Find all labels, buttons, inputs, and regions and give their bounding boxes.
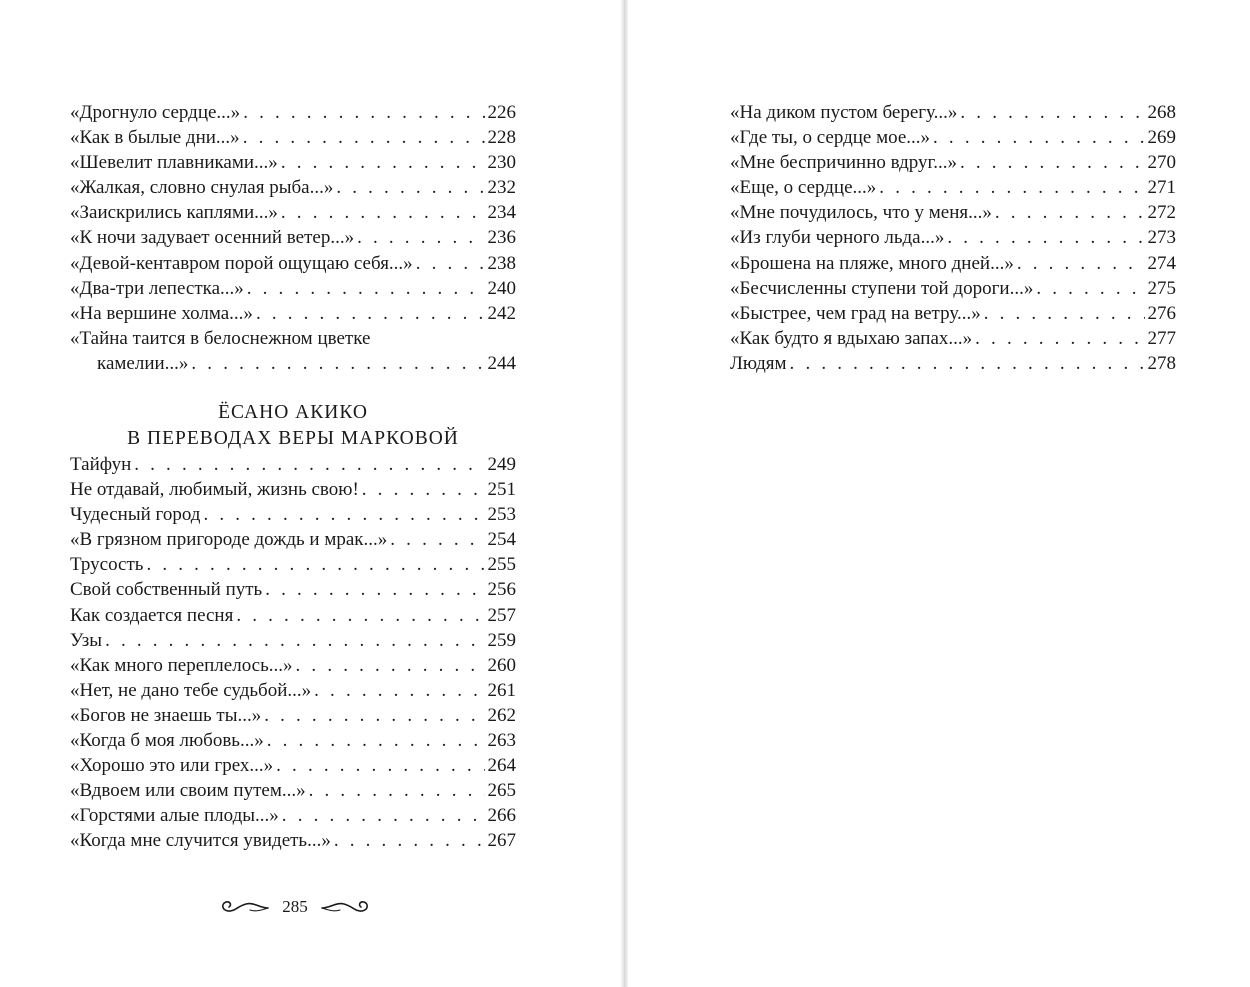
toc-entry — [70, 628, 516, 653]
toc-entry — [70, 703, 516, 728]
entry-page: 272 — [1147, 202, 1176, 224]
entry-title: «Как будто я вдыхаю запах...» — [730, 326, 975, 351]
dot-leader — [334, 828, 485, 853]
dot-leader — [267, 728, 485, 753]
entry-page: 262 — [487, 704, 516, 726]
ornament-right-icon — [320, 896, 372, 918]
dot-leader — [390, 527, 484, 552]
toc-entry — [730, 251, 1176, 276]
dot-leader — [1017, 251, 1145, 276]
toc-entry — [70, 175, 516, 200]
entry-page: 257 — [487, 604, 516, 626]
dot-leader — [243, 100, 484, 125]
toc-entry-wrapped-first-line — [70, 326, 516, 351]
dot-leader — [362, 477, 485, 502]
entry-title: Как создается песня — [70, 603, 236, 628]
toc-entry — [70, 251, 516, 276]
entry-page: 232 — [487, 177, 516, 199]
entry-title: «Как в былые дни...» — [70, 125, 243, 150]
entry-title: «Брошена на пляже, много дней...» — [730, 251, 1017, 276]
toc-entry — [70, 200, 516, 225]
entry-title: Трусость — [70, 552, 146, 577]
dot-leader — [879, 175, 1144, 200]
entry-title: Свой собственный путь — [70, 577, 265, 602]
dot-leader — [336, 175, 484, 200]
entry-title: «Как много переплелось...» — [70, 653, 296, 678]
toc-list-left — [70, 100, 516, 376]
entry-title: «Еще, о сердце...» — [730, 175, 879, 200]
toc-entry — [730, 301, 1176, 326]
entry-page: 238 — [487, 252, 516, 274]
entry-page: 273 — [1147, 227, 1176, 249]
dot-leader — [314, 678, 484, 703]
entry-page: 240 — [487, 277, 516, 299]
dot-leader — [191, 351, 484, 376]
entry-title: «Мне почудилось, что у меня...» — [730, 200, 995, 225]
entry-page: 267 — [487, 830, 516, 852]
toc-entry — [70, 502, 516, 527]
toc-entry — [70, 778, 516, 803]
toc-entry — [730, 150, 1176, 175]
entry-title: Тайфун — [70, 452, 134, 477]
entry-title: Узы — [70, 628, 105, 653]
toc-entry — [730, 276, 1176, 301]
entry-page: 261 — [487, 679, 516, 701]
toc-entry — [730, 100, 1176, 125]
entry-title: «Девой-кентавром порой ощущаю себя...» — [70, 251, 416, 276]
entry-page: 265 — [487, 780, 516, 802]
entry-page: 264 — [487, 755, 516, 777]
entry-title-continuation: камелии...» — [97, 351, 191, 376]
entry-title: «Когда мне случится увидеть...» — [70, 828, 334, 853]
entry-page: 271 — [1147, 177, 1176, 199]
entry-title: «Жалкая, словно снулая рыба...» — [70, 175, 336, 200]
entry-page: 255 — [487, 554, 516, 576]
entry-page: 249 — [487, 454, 516, 475]
entry-page: 270 — [1147, 152, 1176, 174]
entry-page: 253 — [487, 504, 516, 526]
dot-leader — [281, 200, 485, 225]
entry-page: 269 — [1147, 127, 1176, 149]
entry-page: 266 — [487, 805, 516, 827]
entry-page: 259 — [487, 629, 516, 651]
toc-entry — [70, 728, 516, 753]
dot-leader — [933, 125, 1144, 150]
left-page — [0, 0, 622, 987]
entry-page: 268 — [1147, 102, 1176, 123]
entry-title: «Из глуби черного льда...» — [730, 225, 947, 250]
dot-leader — [1036, 276, 1144, 301]
toc-entry — [70, 477, 516, 502]
entry-title: «Богов не знаешь ты...» — [70, 703, 264, 728]
entry-page: 254 — [487, 529, 516, 551]
toc-entry — [70, 603, 516, 628]
dot-leader — [416, 251, 485, 276]
toc-entry — [730, 125, 1176, 150]
toc-list-right — [730, 100, 1176, 376]
page-folio — [215, 892, 375, 922]
toc-entry — [70, 803, 516, 828]
dot-leader — [947, 225, 1144, 250]
entry-title: Чудесный город — [70, 502, 203, 527]
entry-page: 251 — [487, 479, 516, 501]
dot-leader — [256, 301, 485, 326]
section-heading-author: ЁСАНО АКИКО — [218, 402, 368, 423]
dot-leader — [282, 803, 485, 828]
dot-leader — [790, 351, 1145, 376]
toc-entry — [70, 276, 516, 301]
toc-entry — [70, 828, 516, 853]
entry-title: «На вершине холма...» — [70, 301, 256, 326]
entry-title: «Быстрее, чем град на ветру...» — [730, 301, 984, 326]
entry-title: «Горстями алые плоды...» — [70, 803, 282, 828]
dot-leader — [357, 225, 484, 250]
dot-leader — [203, 502, 484, 527]
entry-page: 275 — [1147, 277, 1176, 299]
dot-leader — [243, 125, 485, 150]
toc-list-section — [70, 452, 516, 854]
right-page — [626, 0, 1250, 987]
entry-page: 244 — [487, 352, 516, 374]
dot-leader — [984, 301, 1145, 326]
dot-leader — [296, 653, 485, 678]
entry-title: «На диком пустом берегу...» — [730, 100, 960, 125]
entry-page: 263 — [487, 730, 516, 752]
entry-title: «Нет, не дано тебе судьбой...» — [70, 678, 314, 703]
dot-leader — [975, 326, 1144, 351]
toc-entry — [730, 175, 1176, 200]
toc-entry — [70, 150, 516, 175]
toc-entry — [70, 753, 516, 778]
entry-title: «Где ты, о сердце мое...» — [730, 125, 933, 150]
toc-entry — [70, 653, 516, 678]
entry-page: 230 — [487, 152, 516, 174]
toc-entry — [730, 200, 1176, 225]
entry-page: 228 — [487, 127, 516, 149]
dot-leader — [265, 577, 484, 602]
toc-entry — [70, 225, 516, 250]
toc-entry — [730, 351, 1176, 376]
dot-leader — [134, 452, 484, 477]
toc-entry — [70, 301, 516, 326]
toc-entry — [730, 326, 1176, 351]
entry-title: «Шевелит плавниками...» — [70, 150, 281, 175]
dot-leader — [309, 778, 485, 803]
entry-title: «Заискрились каплями...» — [70, 200, 281, 225]
entry-title: «Мне беспричинно вдруг...» — [730, 150, 960, 175]
page-number: 285 — [282, 897, 308, 916]
entry-page: 276 — [1147, 302, 1176, 324]
dot-leader — [264, 703, 484, 728]
entry-page: 277 — [1147, 327, 1176, 349]
entry-page: 274 — [1147, 252, 1176, 274]
entry-title: Людям — [730, 351, 790, 376]
dot-leader — [281, 150, 485, 175]
entry-title: «Бесчисленны ступени той дороги...» — [730, 276, 1036, 301]
entry-title: «К ночи задувает осенний ветер...» — [70, 225, 357, 250]
entry-title: Не отдавай, любимый, жизнь свою! — [70, 477, 362, 502]
toc-entry-wrapped-continuation — [70, 351, 516, 376]
toc-entry — [70, 100, 516, 125]
entry-title: «Два-три лепестка...» — [70, 276, 247, 301]
toc-entry — [70, 527, 516, 552]
entry-title: «Дрогнуло сердце...» — [70, 100, 243, 125]
entry-title: «В грязном пригороде дождь и мрак...» — [70, 527, 390, 552]
dot-leader — [995, 200, 1145, 225]
entry-title: «Вдвоем или своим путем...» — [70, 778, 309, 803]
dot-leader — [960, 150, 1145, 175]
section-heading — [70, 400, 516, 452]
toc-entry — [70, 577, 516, 602]
dot-leader — [105, 628, 484, 653]
entry-page: 256 — [487, 579, 516, 601]
entry-page: 234 — [487, 202, 516, 224]
toc-entry — [70, 678, 516, 703]
dot-leader — [276, 753, 484, 778]
ornament-left-icon — [218, 896, 270, 918]
section-heading-translator: В ПЕРЕВОДАХ ВЕРЫ МАРКОВОЙ — [127, 428, 459, 449]
dot-leader — [146, 552, 484, 577]
entry-page: 278 — [1147, 352, 1176, 374]
entry-page: 236 — [487, 227, 516, 249]
dot-leader — [960, 100, 1144, 125]
entry-page: 260 — [487, 654, 516, 676]
dot-leader — [247, 276, 485, 301]
entry-title: «Тайна таится в белоснежном цветке — [70, 327, 371, 349]
entry-page: 242 — [487, 302, 516, 324]
toc-entry — [70, 552, 516, 577]
entry-page: 226 — [487, 102, 516, 123]
entry-title: «Когда б моя любовь...» — [70, 728, 267, 753]
toc-entry — [70, 452, 516, 477]
toc-entry — [730, 225, 1176, 250]
dot-leader — [236, 603, 484, 628]
toc-entry — [70, 125, 516, 150]
entry-title: «Хорошо это или грех...» — [70, 753, 276, 778]
